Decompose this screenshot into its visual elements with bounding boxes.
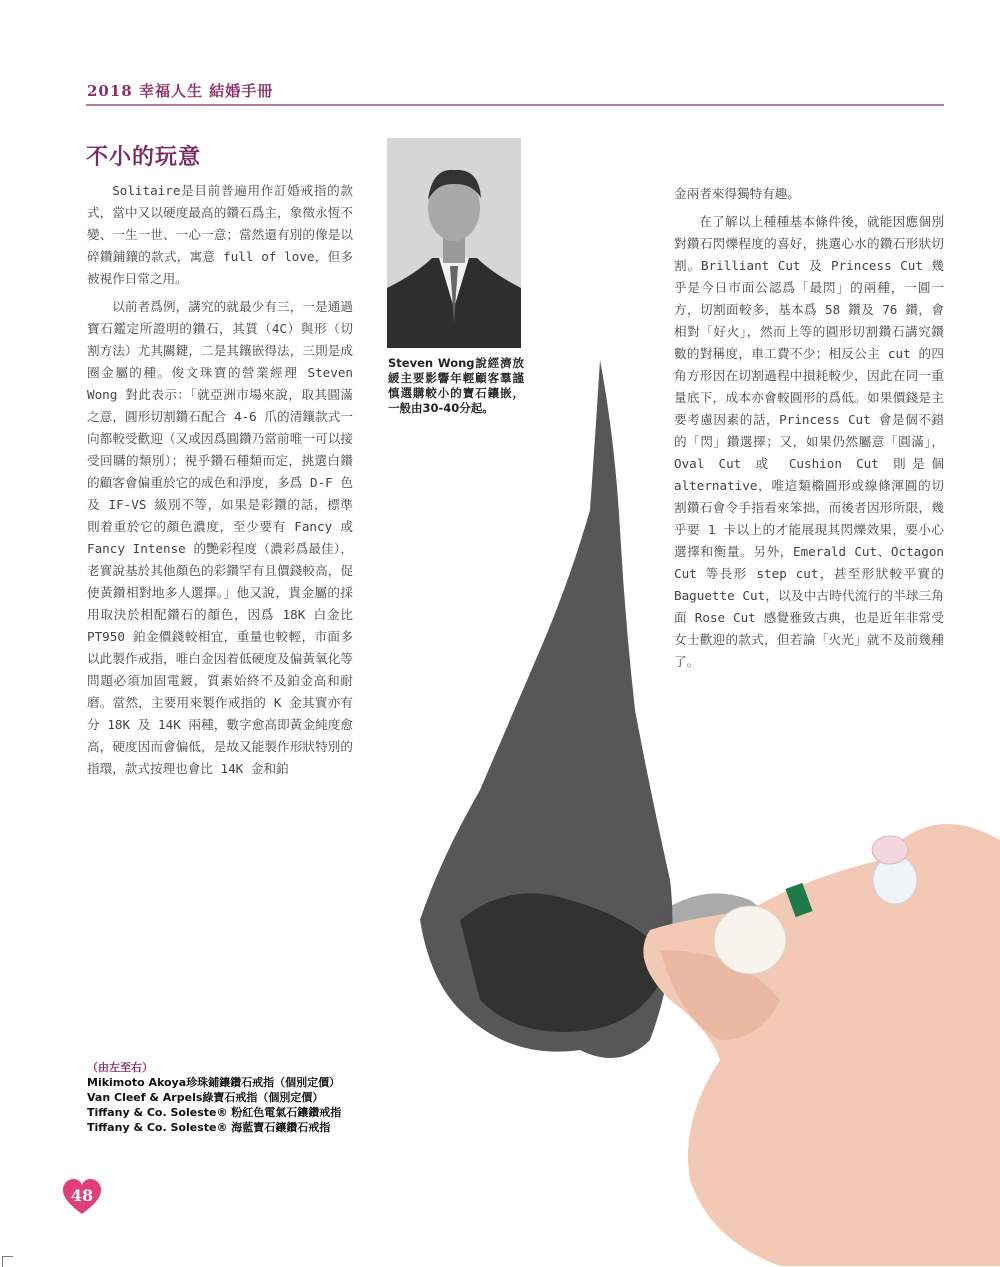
crop-mark (2, 1256, 13, 1267)
paragraph: 金兩者來得獨特有趣。 (674, 186, 800, 201)
hand-with-rings-photo (600, 800, 1000, 1266)
header-rule (86, 104, 944, 106)
photo-caption: Steven Wong說經濟放緩主要影響年輕顧客羣謹慎選購較小的寶石鑲嵌，一般由30-40分起。 (388, 356, 524, 415)
paragraph: 在了解以上種種基本條件後，就能因應個別對鑽石閃爍程度的喜好，挑選心水的鑽石形狀切割。Brilliant Cut 及 Princess Cut 幾乎是今日市面公認爲「最閃」的兩種，一圓一方，切割面較多，基本爲 58 鑽及 76 鑽，會相對「好火」，然而上等的圓形切割鑽石講究鑽數的對稱度，車工費不少；相反公主 cut 的四角方形因在切割過程中損耗較少，因此在同一重量底下，成本亦會較圓形的爲低。如果價錢是主要考慮因素的話，Princess Cut 會是個不錯的「閃」鑽選擇；又，如果仍然屬意「圓滿」，Oval Cut 或 Cushion Cut 則是個 alternative，唯這類橢圓形或線條渾圓的切割鑽石會令手指看來笨拙，而後者因形所限，幾乎要 1 卡以上的才能展現其閃爍效果，要小心選擇和衡量。另外，Emerald Cut、Octagon Cut 等長形 step cut，甚至形狀較平實的 Baguette Cut，以及中古時代流行的半球三角面 Rose Cut 感覺雅致古典，也是近年非常受女士歡迎的款式，但若論「火光」就不及前幾種了。 (674, 214, 944, 669)
credit-item: Van Cleef & Arpels綠寶石戒指（個別定價） (87, 1091, 324, 1104)
page-number: 48 (70, 1186, 94, 1205)
credits-label: （由左至右） (87, 1061, 153, 1074)
paragraph: 以前者爲例，講究的就最少有三，一是通過寶石鑑定所證明的鑽石，其質（4C）與形（切割方法）尤其關鍵，二是其鑲嵌得法，三則是成圈金屬的種。俊文珠寶的營業經理 Steven Wong 對此表示：「就亞洲市場來說，取其圓滿之意，圓形切割鑽石配合 4-6 爪的清鑲款式一向都較受歡迎（又或因爲圓鑽乃當前唯一可以接受回購的類別）；視乎鑽石種類而定，挑選白鑽的顧客會偏重於它的成色和淨度，多爲 D-F 色及 IF-VS 級別不等，如果是彩鑽的話，標準則着重於它的顏色濃度，至少要有 Fancy 或 Fancy Intense 的艷彩程度（濃彩爲最佳），老實說基於其他顏色的彩鑽罕有且價錢較高，促使黃鑽相對地多人選擇。」他又說，貴金屬的採用取決於相配鑽石的顏色，因爲 18K 白金比 PT950 鉑金價錢較相宜，重量也較輕，市面多以此製作戒指，唯白金因着低硬度及偏黃氧化等問題必須加固電鍍，質素始終不及鉑金高和耐磨。當然，主要用來製作戒指的 K 金其實亦有分 18K 及 14K 兩種，數字愈高即黃金純度愈高，硬度因而會偏低，是故又能製作形狀特別的指環，款式按理也會比 14K 金和鉑 (87, 299, 353, 776)
credit-item: Tiffany & Co. Soleste® 粉紅色電氣石鑲鑽戒指 (87, 1106, 342, 1119)
article-title: 不小的玩意 (86, 145, 202, 170)
column-right (674, 183, 944, 673)
magazine-header: 2018 幸福人生 結婚手冊 (87, 82, 274, 100)
product-credits (87, 1060, 341, 1135)
portrait-illustration (387, 138, 521, 348)
portrait-photo (387, 138, 521, 348)
credit-item: Mikimoto Akoya珍珠鋪鑲鑽石戒指（個別定價） (87, 1076, 341, 1089)
paragraph: Solitaire是目前普遍用作訂婚戒指的款式，當中又以硬度最高的鑽石爲主，象徵永恆不變、一生一世、一心一意；當然還有別的像是以碎鑽鋪鑲的款式，寓意 full of love，但多被視作日常之用。 (87, 183, 353, 286)
credit-item: Tiffany & Co. Soleste® 海藍寶石鑲鑽石戒指 (87, 1121, 331, 1134)
column-left (87, 180, 353, 780)
